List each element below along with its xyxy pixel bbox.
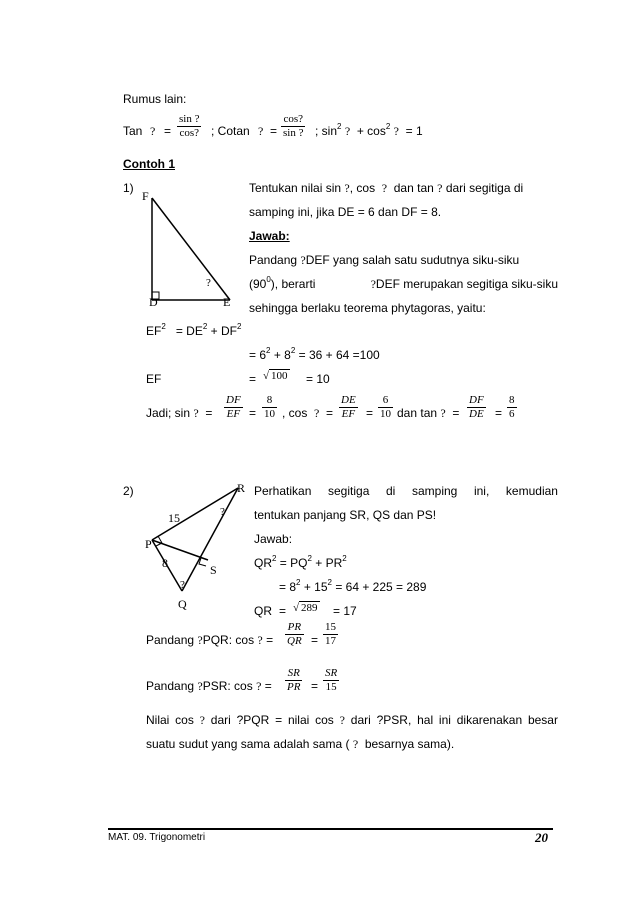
cos-psr-partial: $\frac{SR}{15}$: [325, 667, 338, 693]
text: Tentukan nilai sin: [249, 181, 342, 195]
nilai-line-2: suatu sudut yang sama adalah sama ( ? besarnya sama).: [146, 737, 455, 751]
ex1-line-4: [249, 277, 558, 292]
pandang-psr: Pandang ?PSR: cos ? =: [146, 679, 272, 693]
triangle-pqr-figure: [140, 478, 255, 613]
superscript: 2: [385, 122, 391, 131]
tan-label: dan tan ? =: [397, 406, 460, 420]
qr-label: QR: [254, 604, 272, 618]
rumus-heading: Rumus lain:: [123, 92, 187, 106]
vertex-d-label: D: [149, 295, 158, 309]
footer-module-label: MAT. 09. Trigonometri: [108, 832, 206, 843]
ex1-line-2: samping ini, jika DE = 6 dan DF = 8.: [249, 205, 442, 219]
ef-label: EF: [146, 372, 162, 386]
ex2-line-2: tentukan panjang SR, QS dan PS!: [254, 508, 437, 522]
pandang-pqr: Pandang ?PQR: cos ? =: [146, 633, 274, 647]
cos-fraction-numeric: $\frac{6}{10}$: [380, 394, 391, 420]
vertex-f-label: F: [142, 190, 149, 203]
cotan-fraction: [281, 113, 305, 140]
equals-sign: =: [164, 124, 172, 138]
ex1-line-3: [249, 253, 558, 268]
theta-symbol: ?: [393, 124, 399, 138]
theta-symbol: ?: [150, 124, 156, 138]
identity-part-a: ; sin: [315, 124, 338, 138]
vertex-e-label: E: [223, 295, 231, 309]
side-pr: [152, 488, 238, 540]
equals-sign: =: [311, 633, 319, 647]
text: Pandang: [249, 253, 298, 267]
segment-ps: [152, 540, 208, 560]
example-2-number: 2): [123, 484, 134, 498]
ef-squared-calc: = $6^2 + 8^2 = 36 + 64 =100$: [249, 346, 380, 362]
identity: [315, 124, 423, 139]
ex1-jawab: Jawab:: [249, 229, 290, 243]
footer-rule: [108, 828, 553, 830]
angle-q-theta: ?: [180, 579, 185, 591]
cos-fraction-symbolic: $\frac{DE}{EF}$: [341, 394, 356, 420]
qr-squared-equation: $QR^2 = PQ^2 + PR^2$: [254, 554, 347, 570]
jadi-label: Jadi; sin ? =: [146, 406, 213, 420]
cotan-label: ; Cotan: [211, 124, 250, 138]
text: dan tan: [393, 181, 434, 195]
side-ef: [152, 198, 230, 300]
text: $(90^0)$, berarti: [249, 275, 316, 291]
cos-pqr-numeric: $\frac{15}{17}$: [325, 621, 336, 647]
side-pr-length: 15: [168, 511, 180, 525]
superscript: 2: [337, 122, 342, 131]
ex2-jawab: Jawab:: [254, 532, 293, 546]
ef-equals: =: [249, 372, 257, 386]
cos-psr-symbolic: $\frac{SR}{PR}$: [287, 667, 301, 693]
text: ?DEF merupakan segitiga siku-siku: [370, 277, 558, 291]
ex1-line-5: sehingga berlaku teorema phytagoras, yaitu:: [249, 301, 486, 315]
angle-r-theta: ?: [220, 506, 225, 518]
cotan-denominator: sin ?: [283, 127, 304, 139]
equals-sign: =: [270, 124, 278, 138]
sin-fraction-numeric: $\frac{8}{10}$: [264, 394, 275, 420]
theta-symbol: ?: [437, 181, 443, 195]
equals-sign: =: [249, 406, 257, 420]
vertex-r-label: R: [237, 481, 246, 495]
sqrt-289: √ 289: [293, 602, 318, 614]
text: DEF yang salah satu sudutnya siku-siku: [305, 253, 520, 267]
ex1-line-1: [249, 181, 523, 196]
side-pq-length: 8: [162, 556, 168, 570]
cos-pqr-symbolic: $\frac{PR}{QR}$: [287, 621, 302, 647]
ef-squared-equation: $EF^2$ = $DE^2 + DF^2$: [146, 322, 242, 338]
equals-sign: =: [495, 406, 503, 420]
sin-fraction-symbolic: $\frac{DF}{EF}$: [226, 394, 241, 420]
contoh-heading: Contoh 1: [123, 157, 175, 171]
ef-result: = 10: [306, 372, 330, 386]
tan-denominator: cos?: [177, 126, 201, 140]
qr-result: = 17: [333, 604, 357, 618]
qr-equals: =: [279, 604, 287, 618]
identity-part-c: = 1: [405, 124, 423, 138]
equals-sign: =: [311, 679, 319, 693]
tan-fraction: [177, 113, 201, 140]
theta-symbol: ?: [381, 181, 388, 195]
tan-fraction-numeric: $\frac{8}{6}$: [509, 394, 515, 420]
ex2-line-1: Perhatikan segitiga di samping ini, kemudian: [254, 484, 558, 498]
example-1-number: 1): [123, 181, 134, 195]
theta-symbol: ?: [258, 124, 264, 138]
triangle-def-figure: [140, 190, 240, 305]
equals-sign: =: [366, 406, 374, 420]
vertex-s-label: S: [210, 563, 217, 577]
cos-label: , cos ? =: [282, 406, 334, 420]
theta-symbol: ?: [344, 181, 350, 195]
triangle-symbol: ?: [300, 253, 306, 267]
vertex-q-label: Q: [178, 597, 187, 611]
cotan-numerator: cos?: [283, 113, 304, 125]
tan-fraction-symbolic: $\frac{DF}{DE}$: [469, 394, 484, 420]
vertex-p-label: P: [145, 537, 152, 551]
tan-label: Tan: [123, 124, 143, 138]
sqrt-100: √ 100: [263, 370, 288, 382]
theta-symbol: ?: [344, 124, 351, 138]
identity-part-b: + cos: [356, 124, 386, 138]
tan-numerator: sin ?: [179, 113, 200, 125]
qr-squared-calc: = $8^2 + 15^2 = 64 + 225 = 289$: [279, 578, 427, 594]
angle-theta-label: ?: [206, 277, 211, 289]
text: , cos: [349, 181, 376, 195]
page-number: 20: [535, 830, 548, 845]
nilai-line-1: Nilai cos ? dari ?PQR = nilai cos ? dari ?PSR, hal ini dikarenakan besar: [146, 713, 558, 727]
text: dari segitiga di: [445, 181, 524, 195]
